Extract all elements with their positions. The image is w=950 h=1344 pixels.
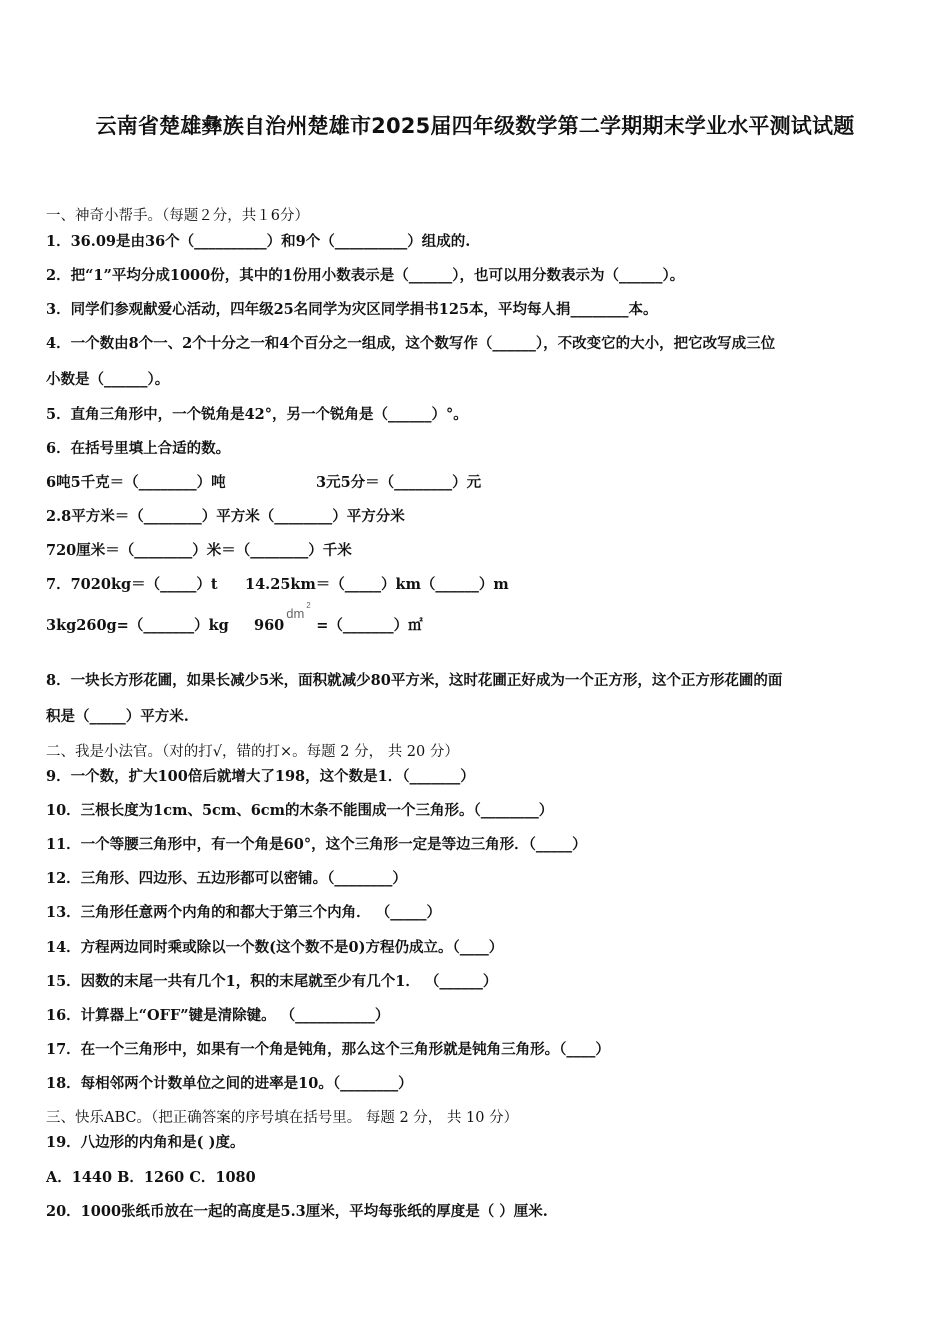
question-4: 4．一个数由8个一、2个十分之一和4个百分之一组成，这个数写作（______），不改变它的大小，把它改写成三位: [46, 335, 776, 352]
question-4-continued: 小数是（______）。: [46, 371, 170, 388]
question-6-part-c: 2.8平方米＝（________）平方米（________）平方分米: [46, 508, 405, 525]
question-15: 15．因数的末尾一共有几个1，积的末尾就至少有几个1． （______）: [46, 973, 498, 990]
question-13: 13．三角形任意两个内角的和都大于第三个内角． （_____）: [46, 904, 441, 921]
question-9: 9．一个数，扩大100倍后就增大了198，这个数是1．（_______）: [46, 768, 475, 785]
dm-squared-image: [284, 601, 316, 630]
question-1: 1．36.09是由36个（__________）和9个（__________）组成的.: [46, 233, 471, 250]
question-7-part-c: 3kg260g=（_______）kg: [46, 617, 229, 634]
question-5: 5．直角三角形中，一个锐角是42°，另一个锐角是（______）°。: [46, 406, 468, 423]
question-19: 19．八边形的内角和是( )度。: [46, 1134, 245, 1151]
page-title: 云南省楚雄彝族自治州楚雄市2025届四年级数学第二学期期末学业水平测试试题: [95, 114, 855, 138]
dm-superscript: 2: [306, 601, 311, 610]
question-7-value: 960: [254, 617, 285, 634]
question-11: 11．一个等腰三角形中，有一个角是60°，这个三角形一定是等边三角形．（_____）: [46, 836, 587, 853]
question-14: 14．方程两边同时乘或除以一个数(这个数不是0)方程仍成立。（____）: [46, 939, 504, 956]
question-7-answer: =（_______）㎡: [316, 617, 423, 634]
question-16: 16．计算器上“OFF”键是清除键。 （___________）: [46, 1007, 390, 1024]
dm-unit-text: dm: [286, 606, 305, 621]
question-10: 10．三根长度为1cm、5cm、6cm的木条不能围成一个三角形。（________）: [46, 802, 554, 819]
question-18: 18．每相邻两个计数单位之间的进率是10。（________）: [46, 1075, 413, 1092]
question-20: 20．1000张纸币放在一起的高度是5.3厘米，平均每张纸的厚度是（ ）厘米.: [46, 1203, 548, 1220]
question-7-part-b: 14.25km＝（_____）km（______）m: [245, 576, 509, 593]
question-7-part-d: [254, 601, 423, 635]
question-8-continued: 积是（_____）平方米.: [46, 708, 189, 725]
question-6: 6．在括号里填上合适的数。: [46, 440, 231, 457]
section-2-heading: 二、我是小法官。（对的打√，错的打×。每题 2 分， 共 20 分）: [46, 744, 459, 760]
question-2: 2．把“1”平均分成1000份，其中的1份用小数表示是（______），也可以用分数表示为（______）。: [46, 267, 685, 284]
question-6-part-b: 3元5分＝（________）元: [316, 474, 482, 491]
question-8: 8．一块长方形花圃，如果长减少5米，面积就减少80平方米，这时花圃正好成为一个正方形，这个正方形花圃的面: [46, 672, 783, 689]
question-6-part-d: 720厘米＝（________）米＝（________）千米: [46, 542, 352, 559]
question-7-part-a: 7．7020kg＝（_____）t: [46, 576, 218, 593]
question-12: 12．三角形、四边形、五边形都可以密铺。（________）: [46, 870, 407, 887]
question-19-options: A．1440 B．1260 C．1080: [46, 1169, 256, 1186]
question-17: 17．在一个三角形中，如果有一个角是钝角，那么这个三角形就是钝角三角形。（____）: [46, 1041, 610, 1058]
question-3: 3．同学们参观献爱心活动，四年级25名同学为灾区同学捐书125本，平均每人捐________本。: [46, 301, 658, 318]
section-1-heading: 一、神奇小帮手。（每题２分，共１6分）: [46, 208, 309, 224]
question-6-part-a: 6吨5千克＝（________）吨: [46, 474, 226, 491]
section-3-heading: 三、快乐ABC。（把正确答案的序号填在括号里。 每题 2 分， 共 10 分）: [46, 1110, 519, 1126]
